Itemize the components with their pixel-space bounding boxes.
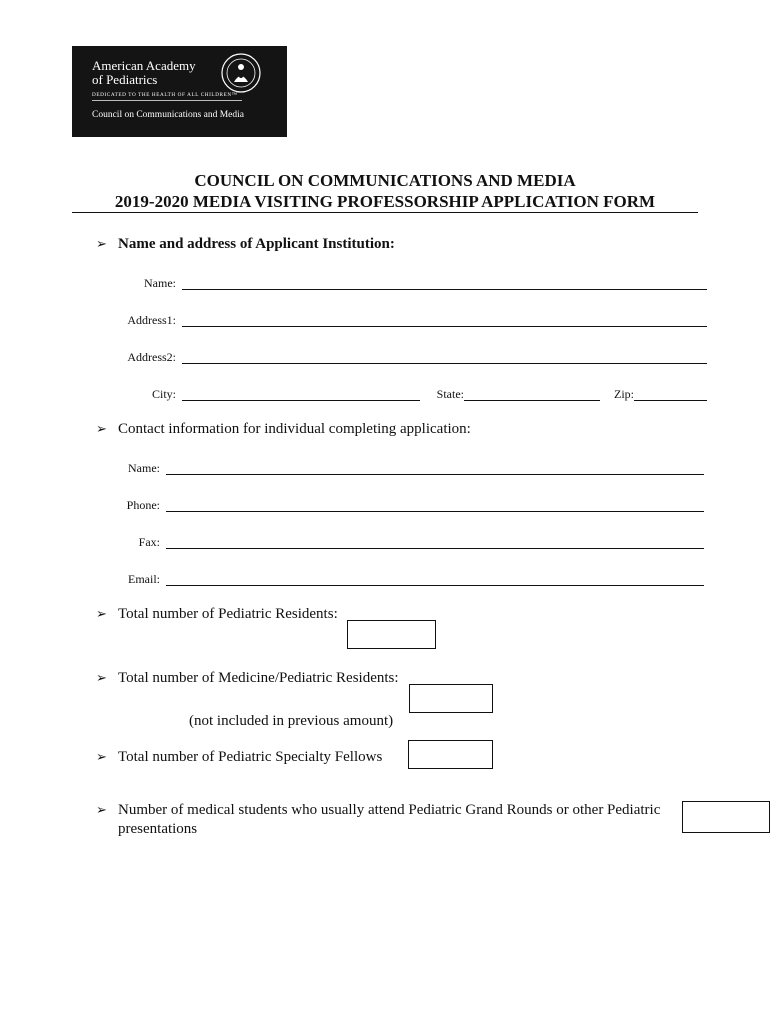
institution-address2-field[interactable] (182, 363, 707, 364)
institution-address2-label: Address2: (127, 350, 176, 364)
contact-fax-field[interactable] (166, 548, 704, 549)
arrow-bullet-icon: ➢ (96, 422, 107, 437)
form-title-line1: COUNCIL ON COMMUNICATIONS AND MEDIA (194, 171, 576, 190)
arrow-bullet-icon: ➢ (96, 607, 107, 622)
aap-logo (72, 46, 287, 137)
contact-heading: ➢ Contact information for individual completing application: (96, 421, 471, 437)
institution-address1-label: Address1: (127, 313, 176, 327)
pediatric-residents-label: ➢ Total number of Pediatric Residents: (96, 606, 338, 622)
med-ped-note: (not included in previous amount) (189, 713, 394, 729)
logo-council: Council on Communications and Media (92, 110, 244, 120)
medical-students-input[interactable] (682, 801, 770, 833)
contact-name-label: Name: (128, 461, 160, 475)
contact-name-field[interactable] (166, 474, 704, 475)
arrow-bullet-icon: ➢ (96, 750, 107, 765)
title-rule (72, 212, 698, 213)
med-ped-residents-label: ➢ Total number of Medicine/Pediatric Residents: (96, 670, 399, 686)
contact-phone-field[interactable] (166, 511, 704, 512)
arrow-bullet-icon: ➢ (96, 671, 107, 686)
medical-students-label-line2: presentations (118, 821, 198, 837)
form-title-line2: 2019-2020 MEDIA VISITING PROFESSORSHIP APPLICATION FORM (114, 192, 656, 211)
logo-org-line2: of Pediatrics (92, 72, 158, 87)
contact-fax-label: Fax: (138, 535, 160, 549)
institution-name-label: Name: (144, 276, 176, 290)
institution-heading: ➢ Name and address of Applicant Institution: (96, 236, 395, 252)
institution-state-label: State: (420, 387, 464, 402)
contact-phone-label: Phone: (126, 498, 160, 512)
med-ped-residents-input[interactable] (409, 684, 493, 713)
aap-seal-icon (220, 52, 262, 94)
institution-address1-field[interactable] (182, 326, 707, 327)
arrow-bullet-icon: ➢ (96, 237, 107, 252)
contact-email-field[interactable] (166, 585, 704, 586)
contact-email-label: Email: (128, 572, 160, 586)
logo-rule (92, 100, 242, 101)
medical-students-label: ➢ Number of medical students who usually attend Pediatric Grand Rounds or other Pediatric (96, 802, 661, 818)
specialty-fellows-label: ➢ Total number of Pediatric Specialty Fellows (96, 749, 383, 765)
institution-zip-label: Zip: (600, 387, 634, 402)
logo-org-line1: American Academy (92, 58, 196, 73)
institution-name-field[interactable] (182, 289, 707, 290)
institution-city-label: City: (151, 387, 176, 401)
specialty-fellows-input[interactable] (408, 740, 493, 769)
logo-tagline: DEDICATED TO THE HEALTH OF ALL CHILDREN™ (92, 92, 238, 98)
arrow-bullet-icon: ➢ (96, 803, 107, 818)
pediatric-residents-input[interactable] (347, 620, 436, 649)
